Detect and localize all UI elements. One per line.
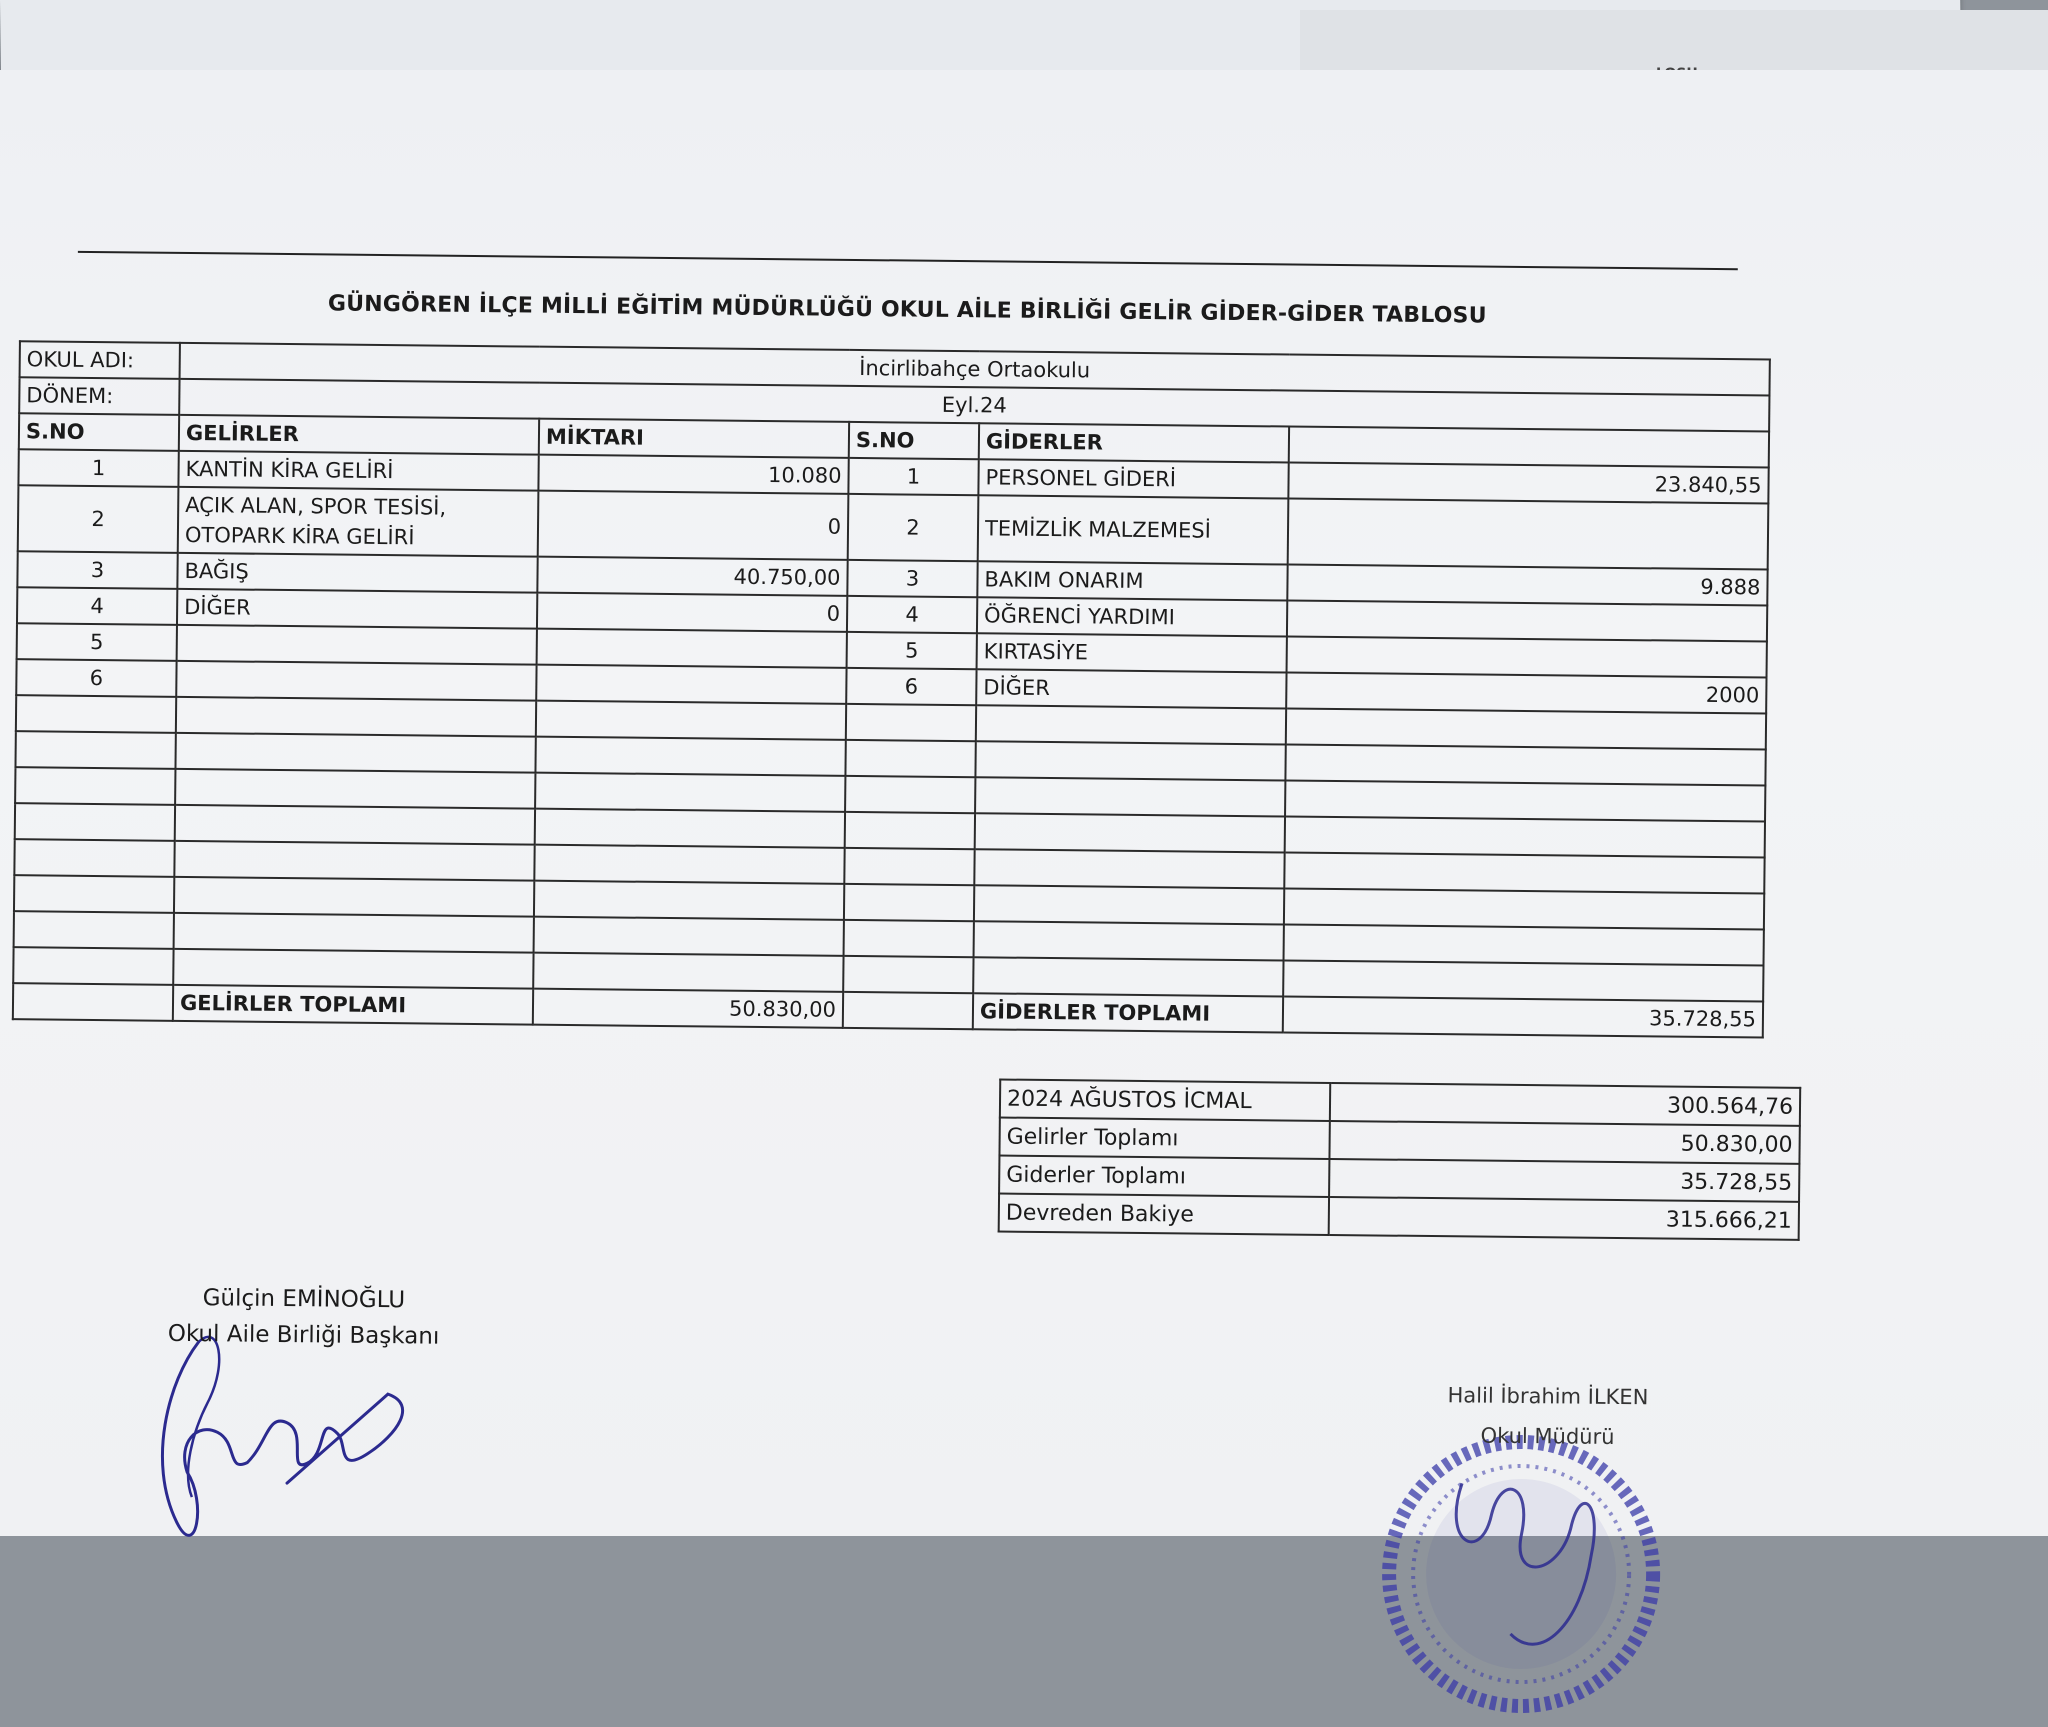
summary-value: 300.564,76 [1330, 1083, 1800, 1126]
row-sno2: 2 [848, 494, 979, 561]
empty-cell [974, 885, 1284, 924]
signature-left-role: Okul Aile Birliği Başkanı [167, 1320, 440, 1350]
summary-value: 315.666,21 [1329, 1197, 1799, 1240]
empty-cell [1285, 780, 1765, 821]
okul-adi-value: İncirlibahçe Ortaokulu [180, 343, 1770, 396]
row-miktar [536, 665, 846, 704]
okul-adi-label: OKUL ADI: [20, 341, 180, 379]
row-sno2: 3 [847, 560, 977, 597]
giderler-toplami-label: GİDERLER TOPLAMI [973, 993, 1283, 1032]
signature-left-scribble [136, 1322, 439, 1585]
empty-cell [14, 875, 174, 913]
empty-cell [845, 812, 975, 849]
row-sno: 3 [17, 551, 177, 589]
row-gelir: BAĞIŞ [177, 553, 537, 593]
empty-cell [175, 805, 535, 845]
empty-cell [15, 731, 175, 769]
row-miktar [537, 629, 847, 668]
empty-cell [175, 769, 535, 809]
empty-cell [846, 704, 976, 741]
row-sno: 5 [17, 623, 177, 661]
gelirler-toplami-value: 50.830,00 [533, 989, 843, 1028]
summary-label: 2024 AĞUSTOS İCMAL [1000, 1080, 1330, 1121]
gelirler-toplami-label: GELİRLER TOPLAMI [173, 985, 533, 1025]
empty-cell [975, 777, 1285, 816]
empty-cell [14, 839, 174, 877]
empty-cell [974, 849, 1284, 888]
empty-cell [844, 884, 974, 921]
empty-cell [1285, 816, 1765, 857]
empty-cell [1285, 744, 1765, 785]
row-tutar: 2000 [1286, 672, 1766, 713]
header-sno-left: S.NO [19, 413, 179, 451]
signature-left-name: Gülçin EMİNOĞLU [202, 1285, 406, 1314]
empty-cell [1286, 708, 1766, 749]
header-miktari: MİKTARI [539, 419, 849, 458]
row-tutar [1287, 601, 1767, 642]
row-sno: 2 [18, 485, 179, 553]
signature-right-role: Okul Müdürü [1480, 1423, 1615, 1449]
empty-cell [1284, 888, 1764, 929]
empty-cell [843, 956, 973, 993]
row-tutar [1287, 636, 1767, 677]
empty-cell [536, 701, 846, 740]
header-gelirler: GELİRLER [179, 415, 539, 455]
empty-cell [975, 741, 1285, 780]
signature-right-name: Halil İbrahim İLKEN [1447, 1383, 1649, 1410]
empty-cell [13, 947, 173, 985]
summary-table [998, 1079, 1802, 1241]
row-sno2: 4 [847, 596, 977, 633]
row-sno: 6 [16, 659, 176, 697]
empty-cell [975, 813, 1285, 852]
row-tutar: 9.888 [1287, 565, 1767, 606]
empty-cell [844, 848, 974, 885]
totals-blank [13, 983, 173, 1021]
empty-cell [175, 733, 535, 773]
empty-cell [174, 877, 534, 917]
income-expense-table [12, 340, 1771, 1038]
row-gelir [176, 661, 536, 701]
row-sno2: 1 [848, 458, 978, 495]
empty-cell [534, 917, 844, 956]
row-gider: DİĞER [976, 669, 1286, 708]
header-giderler: GİDERLER [979, 423, 1289, 462]
row-gelir: KANTİN KİRA GELİRİ [178, 451, 538, 491]
row-sno2: 6 [846, 668, 976, 705]
empty-cell [535, 809, 845, 848]
row-sno: 4 [17, 587, 177, 625]
empty-cell [1284, 924, 1764, 965]
empty-cell [974, 921, 1284, 960]
empty-cell [844, 920, 974, 957]
summary-label: Giderler Toplamı [999, 1156, 1329, 1197]
official-stamp [1370, 1422, 1673, 1725]
empty-cell [976, 705, 1286, 744]
row-miktar: 0 [538, 491, 849, 560]
top-rule [78, 251, 1738, 270]
row-gelir: DİĞER [177, 589, 537, 629]
row-gelir [177, 625, 537, 665]
empty-cell [15, 767, 175, 805]
row-miktar: 0 [537, 593, 847, 632]
row-miktar: 10.080 [538, 455, 848, 494]
document-title: GÜNGÖREN İLÇE MİLLİ EĞİTİM MÜDÜRLÜĞÜ OKUL AİLE BİRLİĞİ GELİR GİDER-GİDER TABLOSU [327, 291, 1487, 329]
empty-cell [173, 949, 533, 989]
empty-cell [1283, 960, 1763, 1001]
empty-cell [845, 776, 975, 813]
totals-blank-2 [843, 992, 973, 1029]
empty-cell [16, 695, 176, 733]
empty-cell [973, 957, 1283, 996]
row-gider: KIRTASİYE [977, 633, 1287, 672]
header-sno-right: S.NO [849, 422, 979, 459]
row-tutar: 23.840,55 [1288, 463, 1768, 504]
summary-label: Gelirler Toplamı [999, 1118, 1329, 1159]
empty-cell [1284, 852, 1764, 893]
row-sno: 1 [18, 449, 178, 487]
signature-right [1417, 1375, 1678, 1458]
empty-cell [535, 773, 845, 812]
empty-cell [176, 697, 536, 737]
row-gider: TEMİZLİK MALZEMESİ [978, 495, 1289, 564]
row-miktar: 40.750,00 [537, 557, 847, 596]
header-amount-right [1289, 427, 1769, 468]
summary-value: 50.830,00 [1329, 1121, 1799, 1164]
row-tutar [1288, 499, 1769, 570]
row-gider: PERSONEL GİDERİ [978, 459, 1288, 498]
empty-cell [15, 803, 175, 841]
signature-left [138, 1280, 469, 1355]
empty-cell [535, 737, 845, 776]
summary-row [999, 1194, 1799, 1240]
row-sno2: 5 [847, 632, 977, 669]
empty-cell [845, 740, 975, 777]
document-sheet [0, 70, 2048, 1536]
summary-label: Devreden Bakiye [999, 1194, 1329, 1235]
empty-cell [534, 845, 844, 884]
empty-cell [14, 911, 174, 949]
row-gider: BAKIM ONARIM [977, 561, 1287, 600]
empty-cell [174, 841, 534, 881]
summary-value: 35.728,55 [1329, 1159, 1799, 1202]
row-gider: ÖĞRENCİ YARDIMI [977, 597, 1287, 636]
donem-label: DÖNEM: [19, 377, 179, 415]
empty-cell [533, 953, 843, 992]
donem-value: Eyl.24 [179, 379, 1769, 432]
row-gelir: AÇIK ALAN, SPOR TESİSİ, OTOPARK KİRA GELİRİ [178, 487, 539, 557]
empty-cell [534, 881, 844, 920]
giderler-toplami-value: 35.728,55 [1283, 996, 1763, 1037]
empty-cell [174, 913, 534, 953]
document-content [0, 240, 1810, 1559]
